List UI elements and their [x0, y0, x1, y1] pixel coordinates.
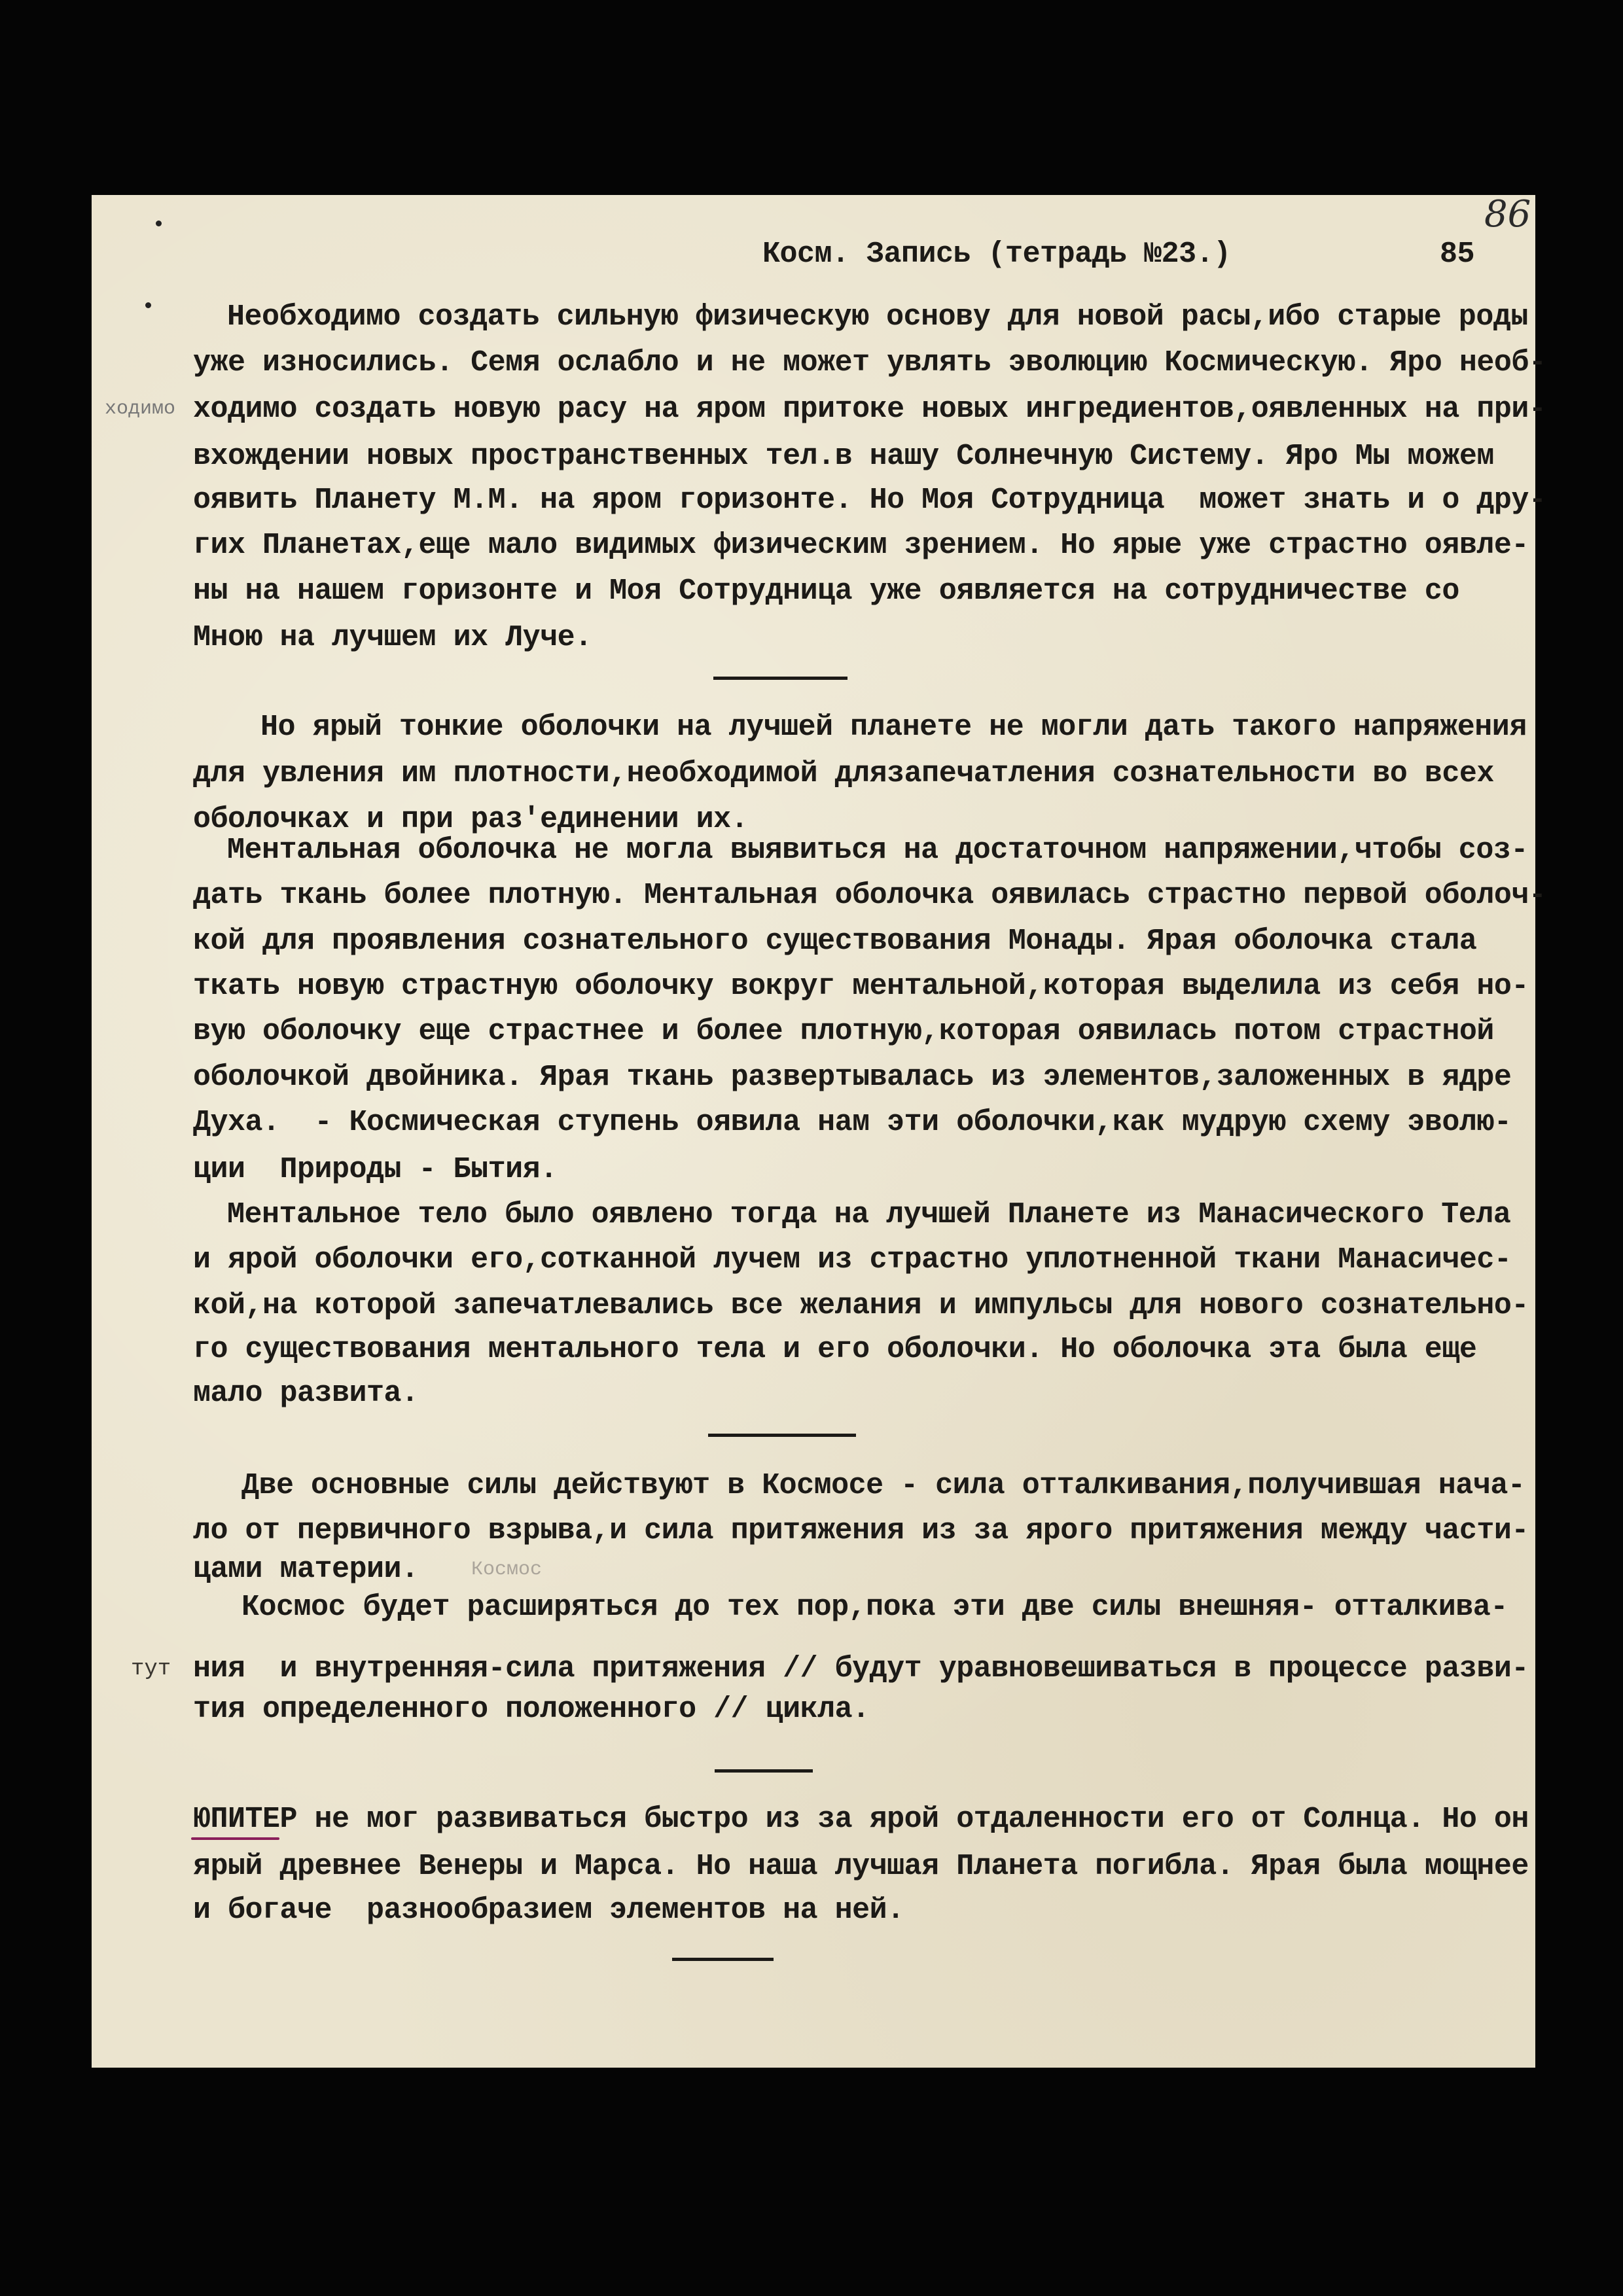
text-line: цами материи. [193, 1553, 419, 1586]
text-line: Мною на лучшем их Луче. [193, 621, 592, 654]
pencil-underline [191, 1837, 279, 1840]
section-divider [672, 1958, 774, 1961]
text-line: Космос будет расширяться до тех пор,пока эти две силы внешняя- отталкива- [241, 1591, 1508, 1624]
text-line: го существования ментального тела и его оболочки. Но оболочка эта была еще [193, 1333, 1477, 1366]
text-line: ходимо создать новую расу на яром притоке новых ингредиентов,оявленных на при- [193, 393, 1546, 426]
text-line: Две основные силы действуют в Космосе - сила отталкивания,получившая нача- [241, 1469, 1525, 1502]
text-line: уже износились. Семя ослабло и не может увлять эволюцию Космическую. Яро необ- [193, 346, 1546, 380]
text-line: гих Планетах,еще мало видимых физическим зрением. Но ярые уже страстно оявле- [193, 529, 1529, 562]
text-line: ны на нашем горизонте и Моя Сотрудница уже оявляется на сотрудничестве со [193, 574, 1459, 608]
section-divider [713, 677, 847, 680]
text-line: ло от первичного взрыва,и сила притяжения из за ярого притяжения между части- [193, 1514, 1529, 1547]
text-line: тия определенного положенного // цикла. [193, 1693, 870, 1726]
text-line: ции Природы - Бытия. [193, 1153, 558, 1186]
punch-mark [145, 302, 151, 308]
text-line: кой,на которой запечатлевались все желания и импульсы для нового сознательно- [193, 1289, 1529, 1322]
text-line: ткать новую страстную оболочку вокруг ментальной,которая выделила из себя но- [193, 970, 1529, 1003]
text-line: для увления им плотности,необходимой длязапечатления сознательности во всех [193, 757, 1494, 790]
page-number-typed: 85 [1440, 238, 1475, 271]
text-line: ярый древнее Венеры и Марса. Но наша лучшая Планета погибла. Ярая была мощнее [193, 1850, 1529, 1883]
text-line: дать ткань более плотную. Ментальная оболочка оявилась страстно первой оболоч- [193, 879, 1546, 912]
section-divider [715, 1769, 813, 1773]
text-line: Ментальное тело было оявлено тогда на лучшей Планете из Манасического Тела [227, 1198, 1511, 1231]
text-line: оявить Планету М.М. на яром горизонте. Но Моя Сотрудница может знать и о дру- [193, 484, 1546, 517]
text-line: Необходимо создать сильную физическую основу для новой расы,ибо старые роды [227, 300, 1528, 334]
text-line: вую оболочку еще страстнее и более плотную,которая оявилась потом страстной [193, 1015, 1494, 1048]
text-line: ЮПИТЕР не мог развиваться быстро из за ярой отдаленности его от Солнца. Но он [193, 1803, 1529, 1836]
text-line: вхождении новых пространственных тел.в нашу Солнечную Систему. Яро Мы можем [193, 440, 1494, 473]
text-line: и ярой оболочки его,сотканной лучем из страстно уплотненной ткани Манасичес- [193, 1243, 1512, 1277]
text-line: кой для проявления сознательного существования Монады. Ярая оболочка стала [193, 925, 1477, 958]
text-line: мало развита. [193, 1377, 419, 1410]
page-header-title: Косм. Запись (тетрадь №23.) [762, 238, 1231, 271]
annotation-tut: тут [131, 1657, 171, 1682]
annotation-hodimo: ходимо [105, 398, 176, 420]
text-line: и богаче разнообразием элементов на ней. [193, 1894, 904, 1927]
text-line: Но ярый тонкие оболочки на лучшей планете не могли дать такого напряжения [260, 711, 1527, 744]
punch-mark [156, 221, 162, 226]
section-divider [708, 1434, 856, 1437]
annotation-kosmos: Космос [471, 1559, 543, 1581]
page-number-handwritten: 86 [1484, 193, 1531, 236]
text-line: Духа. - Космическая ступень оявила нам эти оболочки,как мудрую схему эволю- [193, 1106, 1512, 1139]
text-line: Ментальная оболочка не могла выявиться на достаточном напряжении,чтобы соз- [227, 834, 1528, 867]
text-line: ния и внутренняя-сила притяжения // будут уравновешиваться в процессе разви- [193, 1652, 1529, 1686]
text-line: оболочках и при раз'единении их. [193, 803, 749, 836]
text-line: оболочкой двойника. Ярая ткань развертывалась из элементов,заложенных в ядре [193, 1061, 1512, 1094]
